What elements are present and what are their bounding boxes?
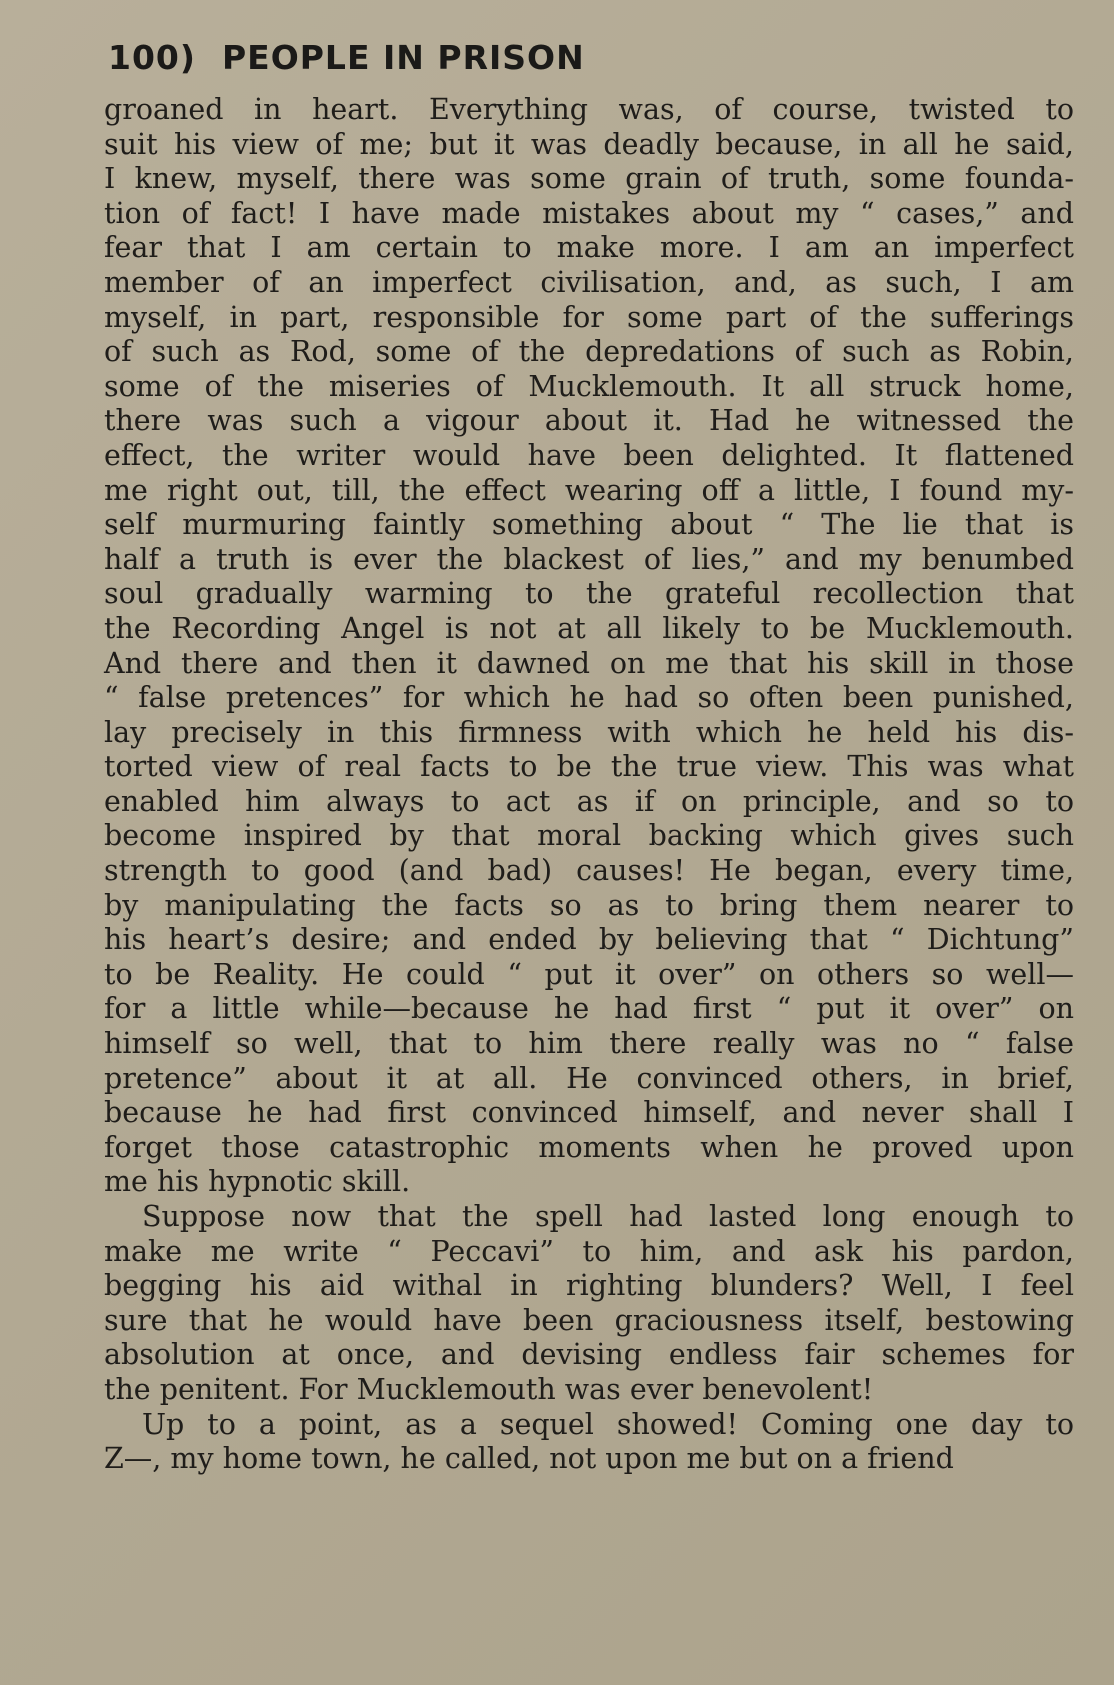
text-line: soul gradually warming to the grateful recollection that (104, 577, 1074, 611)
text-line: sure that he would have been graciousness itself, bestowing (104, 1303, 1074, 1337)
text-line: groaned in heart. Everything was, of course, twisted to (104, 93, 1074, 126)
text-line: by manipulating the facts so as to bring them nearer to (104, 888, 1074, 922)
text-line: fear that I am certain to make more. I am an imperfect (104, 231, 1074, 265)
text-line: forget those catastrophic moments when he proved upon (104, 1130, 1074, 1164)
text-line: effect, the writer would have been delighted. It flattened (104, 438, 1074, 472)
text-line: his heart’s desire; and ended by believing that “ Dichtung” (104, 923, 1074, 957)
text-line: suit his view of me; but it was deadly because, in all he said, (104, 127, 1074, 161)
text-line: member of an imperfect civilisation, and, as such, I am (104, 265, 1074, 299)
text-line: the penitent. For Mucklemouth was ever benevolent! (104, 1372, 874, 1406)
text-line: And there and then it dawned on me that his skill in those (104, 646, 1074, 680)
text-line: there was such a vigour about it. Had he witnessed the (104, 404, 1074, 438)
page-number: 100) (108, 38, 196, 77)
text-line: half a truth is ever the blackest of lies,” and my benumbed (104, 542, 1074, 576)
paragraph (104, 93, 1074, 1200)
text-line: some of the miseries of Mucklemouth. It all struck home, (104, 369, 1074, 403)
text-line: begging his aid withal in righting blunders? Well, I feel (104, 1269, 1074, 1303)
text-line: tion of fact! I have made mistakes about my “ cases,” and (104, 196, 1074, 230)
text-line: the Recording Angel is not at all likely to be Mucklemouth. (104, 611, 1074, 645)
text-line: absolution at once, and devising endless fair schemes for (104, 1338, 1074, 1372)
text-line: become inspired by that moral backing which gives such (104, 819, 1074, 853)
text-line: of such as Rod, some of the depredations of such as Robin, (104, 335, 1074, 369)
paragraph (104, 1200, 1074, 1408)
text-line: Z—, my home town, he called, not upon me but on a friend (104, 1442, 954, 1476)
text-line: pretence” about it at all. He convinced others, in brief, (104, 1061, 1074, 1095)
text-line: me right out, till, the effect wearing off a little, I found my- (104, 473, 1074, 507)
text-line: lay precisely in this firmness with which he held his dis- (104, 715, 1074, 749)
text-line: Suppose now that the spell had lasted long enough to (142, 1200, 1074, 1233)
paragraph (104, 1408, 1074, 1477)
text-line: enabled him always to act as if on principle, and so to (104, 784, 1074, 818)
text-line: torted view of real facts to be the true view. This was what (104, 750, 1074, 784)
body-text (104, 93, 1074, 1477)
text-line: because he had first convinced himself, and never shall I (104, 1096, 1074, 1130)
text-line: me his hypnotic skill. (104, 1165, 411, 1199)
text-line: I knew, myself, there was some grain of truth, some founda- (104, 162, 1074, 196)
text-line: for a little while—because he had first “ put it over” on (104, 992, 1074, 1026)
text-line: self murmuring faintly something about “ The lie that is (104, 508, 1074, 542)
text-line: make me write “ Peccavi” to him, and ask his pardon, (104, 1234, 1074, 1268)
running-head (108, 38, 585, 77)
text-line: “ false pretences” for which he had so often been punished, (104, 681, 1074, 715)
text-line: myself, in part, responsible for some part of the sufferings (104, 300, 1074, 334)
text-line: himself so well, that to him there really was no “ false (104, 1027, 1074, 1061)
running-title: PEOPLE IN PRISON (221, 38, 585, 77)
text-line: strength to good (and bad) causes! He began, every time, (104, 854, 1074, 888)
text-line: to be Reality. He could “ put it over” on others so well— (104, 957, 1074, 991)
text-line: Up to a point, as a sequel showed! Coming one day to (142, 1407, 1074, 1441)
